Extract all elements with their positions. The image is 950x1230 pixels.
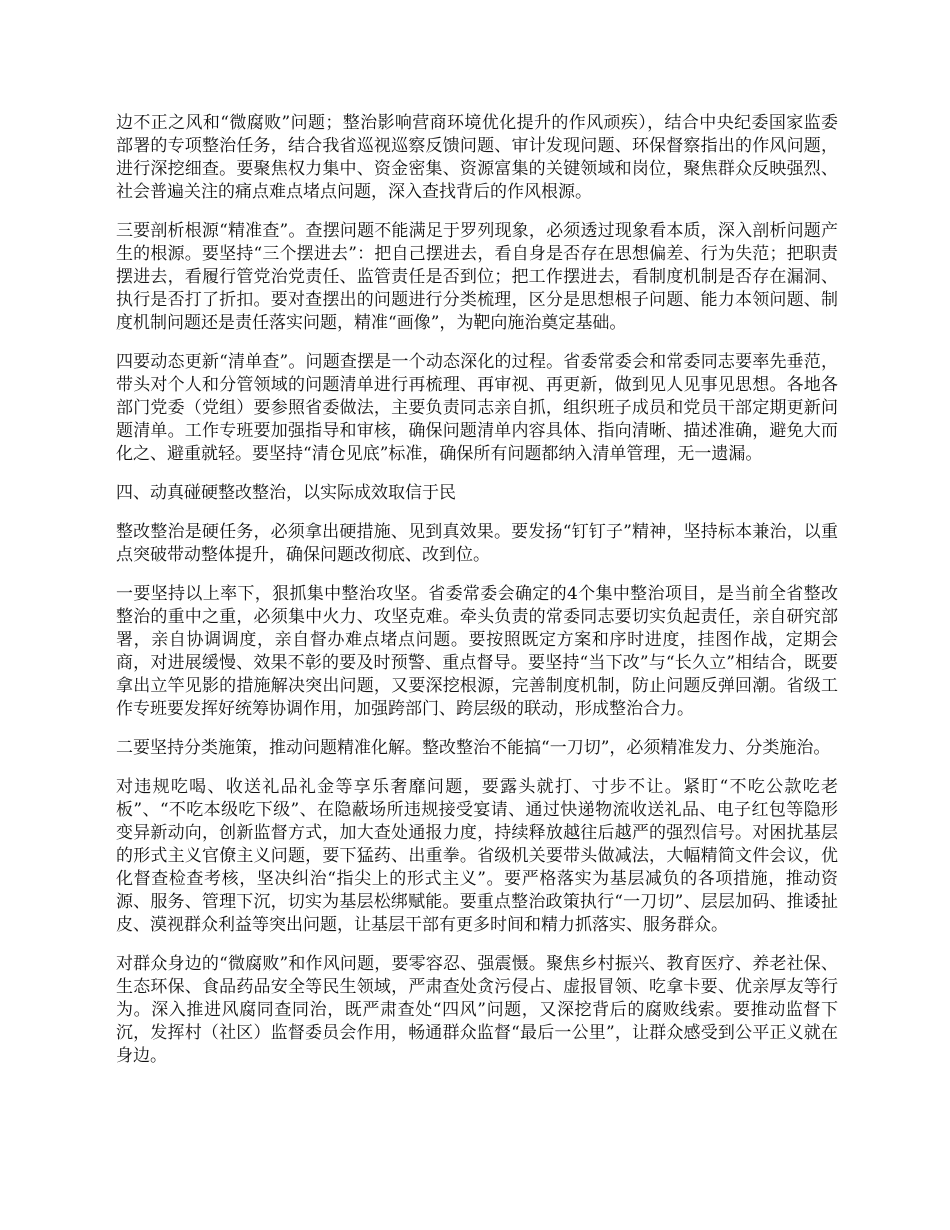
paragraph-3: 四要动态更新“清单查”。问题查摆是一个动态深化的过程。省委常委会和常委同志要率先垂范，带头对个人和分管领域的问题清单进行再梳理、再审视、再更新，做到见人见事见思想。各地各部门党委（党组）要参照省委做法，主要负责同志亲自抓，组织班子成员和党员干部定期更新问题清单。工作专班要加强指导和审核，确保问题清单内容具体、指向清晰、描述准确，避免大而化之、避重就轻。要坚持“清仓见底”标准，确保所有问题都纳入清单管理，无一遗漏。 xyxy=(116,352,838,464)
paragraph-9: 对群众身边的“微腐败”和作风问题，要零容忍、强震慑。聚焦乡村振兴、教育医疗、养老社保、生态环保、食品药品安全等民生领域，严肃查处贪污侵占、虚报冒领、吃拿卡要、优亲厚友等行为。深入推进风腐同查同治，既严肃查处“四风”问题，又深挖背后的腐败线索。要推动监督下沉，发挥村（社区）监督委员会作用，畅通群众监督“最后一公里”，让群众感受到公平正义就在身边。 xyxy=(116,954,838,1066)
paragraph-1: 边不正之风和“微腐败”问题；整治影响营商环境优化提升的作风顽疾），结合中央纪委国家监委部署的专项整治任务，结合我省巡视巡察反馈问题、审计发现问题、环保督察指出的作风问题，进行深挖细查。要聚焦权力集中、资金密集、资源富集的关键领域和岗位，聚焦群众反映强烈、社会普遍关注的痛点难点堵点问题，深入查找背后的作风根源。 xyxy=(116,113,838,202)
paragraph-8: 对违规吃喝、收送礼品礼金等享乐奢靡问题，要露头就打、寸步不让。紧盯“不吃公款吃老板”、“不吃本级吃下级”、在隐蔽场所违规接受宴请、通过快递物流收送礼品、电子红包等隐形变异新动向，创新监督方式，加大查处通报力度，持续释放越往后越严的强烈信号。对困扰基层的形式主义官僚主义问题，要下猛药、出重拳。省级机关要带头做减法，大幅精简文件会议，优化督查检查考核，坚决纠治“指尖上的形式主义”。要严格落实为基层减负的各项措施，推动资源、服务、管理下沉，切实为基层松绑赋能。要重点整治政策执行“一刀切”、层层加码、推诿扯皮、漠视群众利益等突出问题，让基层干部有更多时间和精力抓落实、服务群众。 xyxy=(116,777,838,935)
paragraph-2: 三要剖析根源“精准查”。查摆问题不能满足于罗列现象，必须透过现象看本质，深入剖析问题产生的根源。要坚持“三个摆进去”：把自己摆进去，看自身是否存在思想偏差、行为失范；把职责摆进去，看履行管党治党责任、监管责任是否到位；把工作摆进去，看制度机制是否存在漏洞、执行是否打了折扣。要对查摆出的问题进行分类梳理，区分是思想根子问题、能力本领问题、制度机制问题还是责任落实问题，精准“画像”，为靶向施治奠定基础。 xyxy=(116,221,838,333)
paragraph-6: 一要坚持以上率下，狠抓集中整治攻坚。省委常委会确定的4个集中整治项目，是当前全省整改整治的重中之重，必须集中火力、攻坚克难。牵头负责的常委同志要切实负起责任，亲自研究部署，亲自协调调度，亲自督办难点堵点问题。要按照既定方案和序时进度，挂图作战，定期会商，对进展缓慢、效果不彰的要及时预警、重点督导。要坚持“当下改”与“长久立”相结合，既要拿出立竿见影的措施解决突出问题，又要深挖根源，完善制度机制，防止问题反弹回潮。省级工作专班要发挥好统筹协调作用，加强跨部门、跨层级的联动，形成整治合力。 xyxy=(116,584,838,719)
section-heading: 四、动真碰硬整改整治，以实际成效取信于民 xyxy=(116,483,456,503)
paragraph-7: 二要坚持分类施策，推动问题精准化解。整改整治不能搞“一刀切”，必须精准发力、分类施治。 xyxy=(116,738,831,758)
paragraph-5: 整改整治是硬任务，必须拿出硬措施、见到真效果。要发扬“钉钉子”精神，坚持标本兼治，以重点突破带动整体提升，确保问题改彻底、改到位。 xyxy=(116,522,838,565)
